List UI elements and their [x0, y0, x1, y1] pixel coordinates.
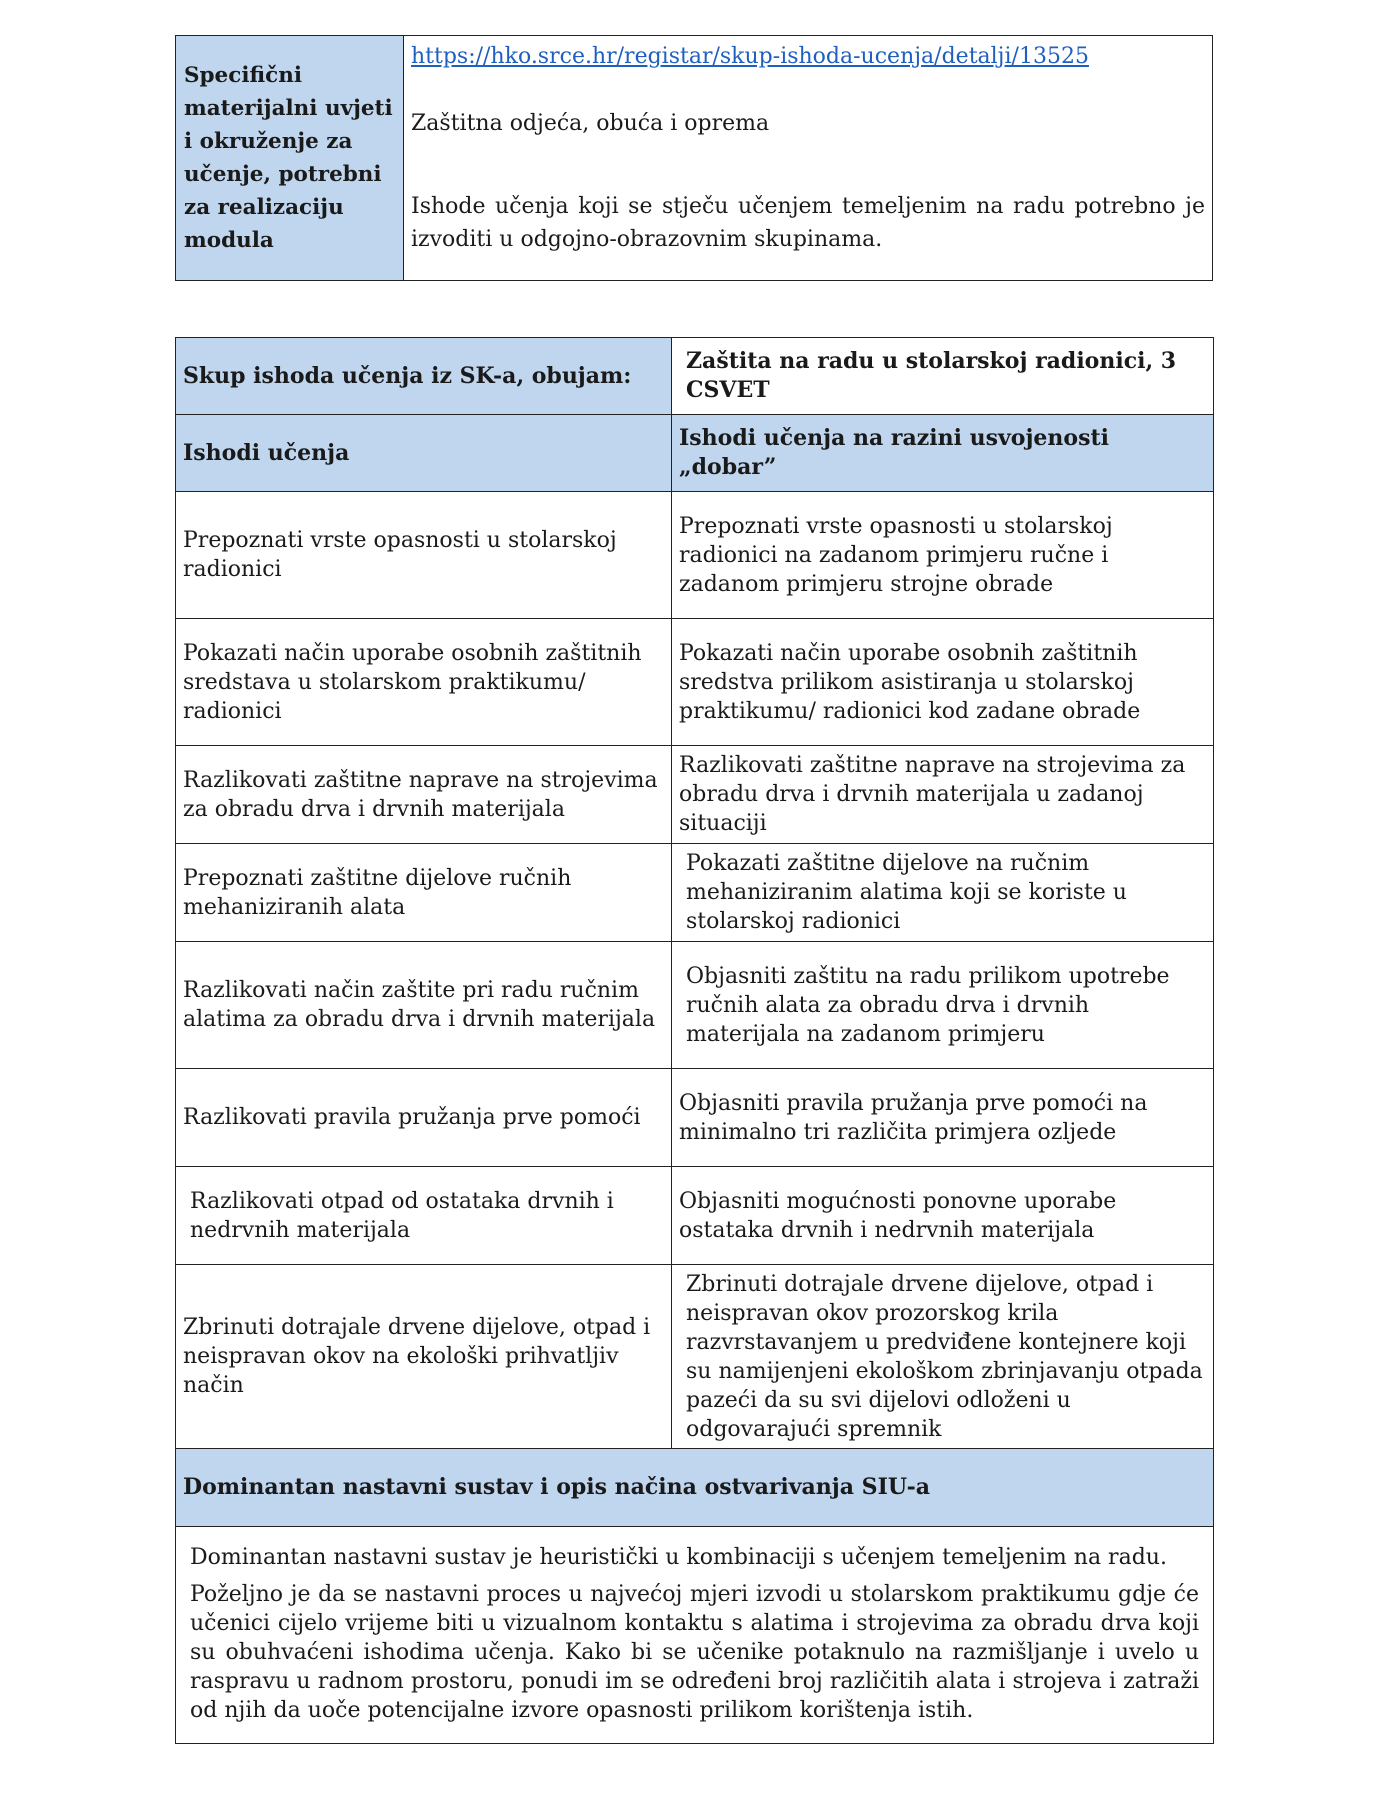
material-conditions-label: Specifični materijalni uvjeti i okruženje za učenje, potrebni za realizaciju modula [176, 36, 404, 281]
outcomes-set-value: Zaštita na radu u stolarskoj radionici, 3 CSVET [672, 338, 1214, 415]
equipment-text: Zaštitna odjeća, obuća i oprema [411, 111, 770, 136]
col-outcomes-title: Ishodi učenja [176, 415, 672, 492]
outcome-cell: Razlikovati pravila pružanja prve pomoći [176, 1069, 672, 1167]
outcome-cell: Pokazati način uporabe osobnih zaštitnih sredstava u stolarskom praktikumu/ radionici [176, 619, 672, 746]
column-titles-row [176, 415, 1214, 492]
teaching-system-description [176, 1527, 1214, 1744]
outcome-cell: Prepoznati zaštitne dijelove ručnih mehaniziranih alata [176, 844, 672, 942]
outcome-cell: Razlikovati zaštitne naprave na strojevima za obradu drva i drvnih materijala [176, 746, 672, 844]
work-based-learning-note: Ishode učenja koji se stječu učenjem temeljenim na radu potrebno je izvoditi u odgojno-obrazovnim skupinama. [411, 194, 1205, 252]
learning-outcomes-table [175, 337, 1214, 1744]
good-level-cell: Objasniti pravila pružanja prve pomoći na minimalno tri različita primjera ozljede [672, 1069, 1214, 1167]
register-link[interactable]: https://hko.srce.hr/registar/skup-ishoda-ucenja/detalji/13525 [411, 44, 1089, 69]
good-level-cell: Pokazati zaštitne dijelove na ručnim mehaniziranim alatima koji se koriste u stolarskoj radionici [672, 844, 1214, 942]
table-row [176, 844, 1214, 942]
table-row [176, 1069, 1214, 1167]
outcome-cell: Razlikovati otpad od ostataka drvnih i nedrvnih materijala [176, 1167, 672, 1265]
good-level-cell: Prepoznati vrste opasnosti u stolarskoj radionici na zadanom primjeru ručne i zadanom primjeru strojne obrade [672, 492, 1214, 619]
table-row [176, 1167, 1214, 1265]
outcomes-set-label: Skup ishoda učenja iz SK-a, obujam: [176, 338, 672, 415]
table-row [176, 942, 1214, 1069]
outcome-cell: Zbrinuti dotrajale drvene dijelove, otpad i neispravan okov na ekološki prihvatljiv način [176, 1265, 672, 1449]
teaching-system-title: Dominantan nastavni sustav i opis načina ostvarivanja SIU-a [176, 1449, 1214, 1527]
good-level-cell: Pokazati način uporabe osobnih zaštitnih sredstva prilikom asistiranja u stolarskoj praktikumu/ radionici kod zadane obrade [672, 619, 1214, 746]
table-row [176, 492, 1214, 619]
col-good-level-title: Ishodi učenja na razini usvojenosti „dobar” [672, 415, 1214, 492]
teaching-system-paragraph-2: Poželjno je da se nastavni proces u najvećoj mjeri izvodi u stolarskom praktikumu gdje će učenici cijelo vrijeme biti u vizualnom kontaktu s alatima i strojevima za obradu drva koji su obuhvaćeni ishodima učenja. Kako bi se učenike potaknulo na razmišljanje i uvelo u raspravu u radnom prostoru, ponudi im se određeni broj različitih alata i strojeva i zatraži od njih da uoče potencijalne izvore opasnosti prilikom korištenja istih. [190, 1582, 1199, 1723]
table-row [176, 1265, 1214, 1449]
section-body-row [176, 1527, 1214, 1744]
table-row [176, 746, 1214, 844]
table-row [176, 619, 1214, 746]
material-conditions-table [175, 35, 1213, 281]
teaching-system-paragraph-1: Dominantan nastavni sustav je heuristički u kombinaciji s učenjem temeljenim na radu. [190, 1545, 1167, 1570]
outcome-cell: Razlikovati način zaštite pri radu ručnim alatima za obradu drva i drvnih materijala [176, 942, 672, 1069]
table-header-row [176, 338, 1214, 415]
good-level-cell: Zbrinuti dotrajale drvene dijelove, otpad i neispravan okov prozorskog krila razvrstavanjem u predviđene kontejnere koji su namijenjeni ekološkom zbrinjavanju otpada pazeći da su svi dijelovi odloženi u odgovarajući spremnik [672, 1265, 1214, 1449]
good-level-cell: Objasniti zaštitu na radu prilikom upotrebe ručnih alata za obradu drva i drvnih materijala na zadanom primjeru [672, 942, 1214, 1069]
good-level-cell: Razlikovati zaštitne naprave na strojevima za obradu drva i drvnih materijala u zadanoj situaciji [672, 746, 1214, 844]
section-title-row [176, 1449, 1214, 1527]
material-conditions-content [404, 36, 1213, 281]
outcome-cell: Prepoznati vrste opasnosti u stolarskoj radionici [176, 492, 672, 619]
good-level-cell: Objasniti mogućnosti ponovne uporabe ostataka drvnih i nedrvnih materijala [672, 1167, 1214, 1265]
